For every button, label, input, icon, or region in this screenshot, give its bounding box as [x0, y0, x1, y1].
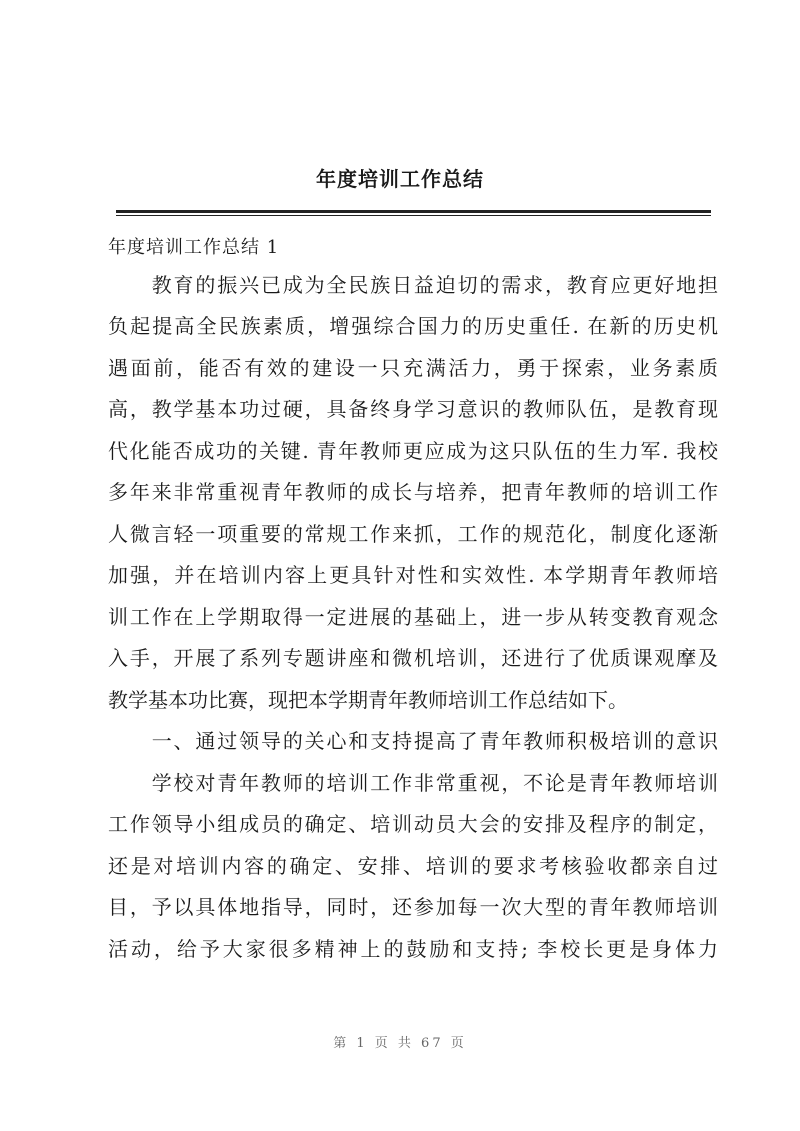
body-line: 目，予以具体地指导，同时，还参加每一次大型的青年教师培训: [108, 895, 718, 919]
body-line: 教学基本功比赛，现把本学期青年教师培训工作总结如下。: [108, 688, 628, 712]
body-line: 人微言轻一项重要的常规工作来抓，工作的规范化，制度化逐渐: [108, 522, 718, 546]
title-divider-thick: [116, 210, 711, 213]
section-heading: 一、通过领导的关心和支持提高了青年教师积极培训的意识: [108, 729, 718, 753]
body-line: 代化能否成功的关键. 青年教师更应成为这只队伍的生力军. 我校: [108, 439, 718, 463]
body-line: 负起提高全民族素质，增强综合国力的历史重任. 在新的历史机: [108, 314, 718, 338]
page-number-footer: 第 1 页 共 67 页: [333, 1036, 467, 1051]
body-line: 工作领导小组成员的确定、培训动员大会的安排及程序的制定，: [108, 812, 718, 836]
body-line: 遇面前，能否有效的建设一只充满活力，勇于探索，业务素质: [108, 356, 718, 380]
body-line: 加强，并在培训内容上更具针对性和实效性. 本学期青年教师培: [108, 563, 718, 587]
body-line: 学校对青年教师的培训工作非常重视，不论是青年教师培训: [108, 771, 718, 795]
document-title: 年度培训工作总结: [316, 167, 484, 191]
body-line: 入手，开展了系列专题讲座和微机培训，还进行了优质课观摩及: [108, 646, 718, 670]
body-line: 活动，给予大家很多精神上的鼓励和支持; 李校长更是身体力: [108, 937, 718, 961]
body-line: 训工作在上学期取得一定进展的基础上，进一步从转变教育观念: [108, 605, 718, 629]
section-heading: 年度培训工作总结 1: [108, 237, 280, 258]
body-line: 多年来非常重视青年教师的成长与培养，把青年教师的培训工作: [108, 480, 718, 504]
body-line: 高，教学基本功过硬，具备终身学习意识的教师队伍，是教育现: [108, 397, 718, 421]
body-line: 还是对培训内容的确定、安排、培训的要求考核验收都亲自过: [108, 854, 718, 878]
body-line: 教育的振兴已成为全民族日益迫切的需求，教育应更好地担: [108, 273, 718, 297]
title-divider-thin: [116, 215, 711, 216]
